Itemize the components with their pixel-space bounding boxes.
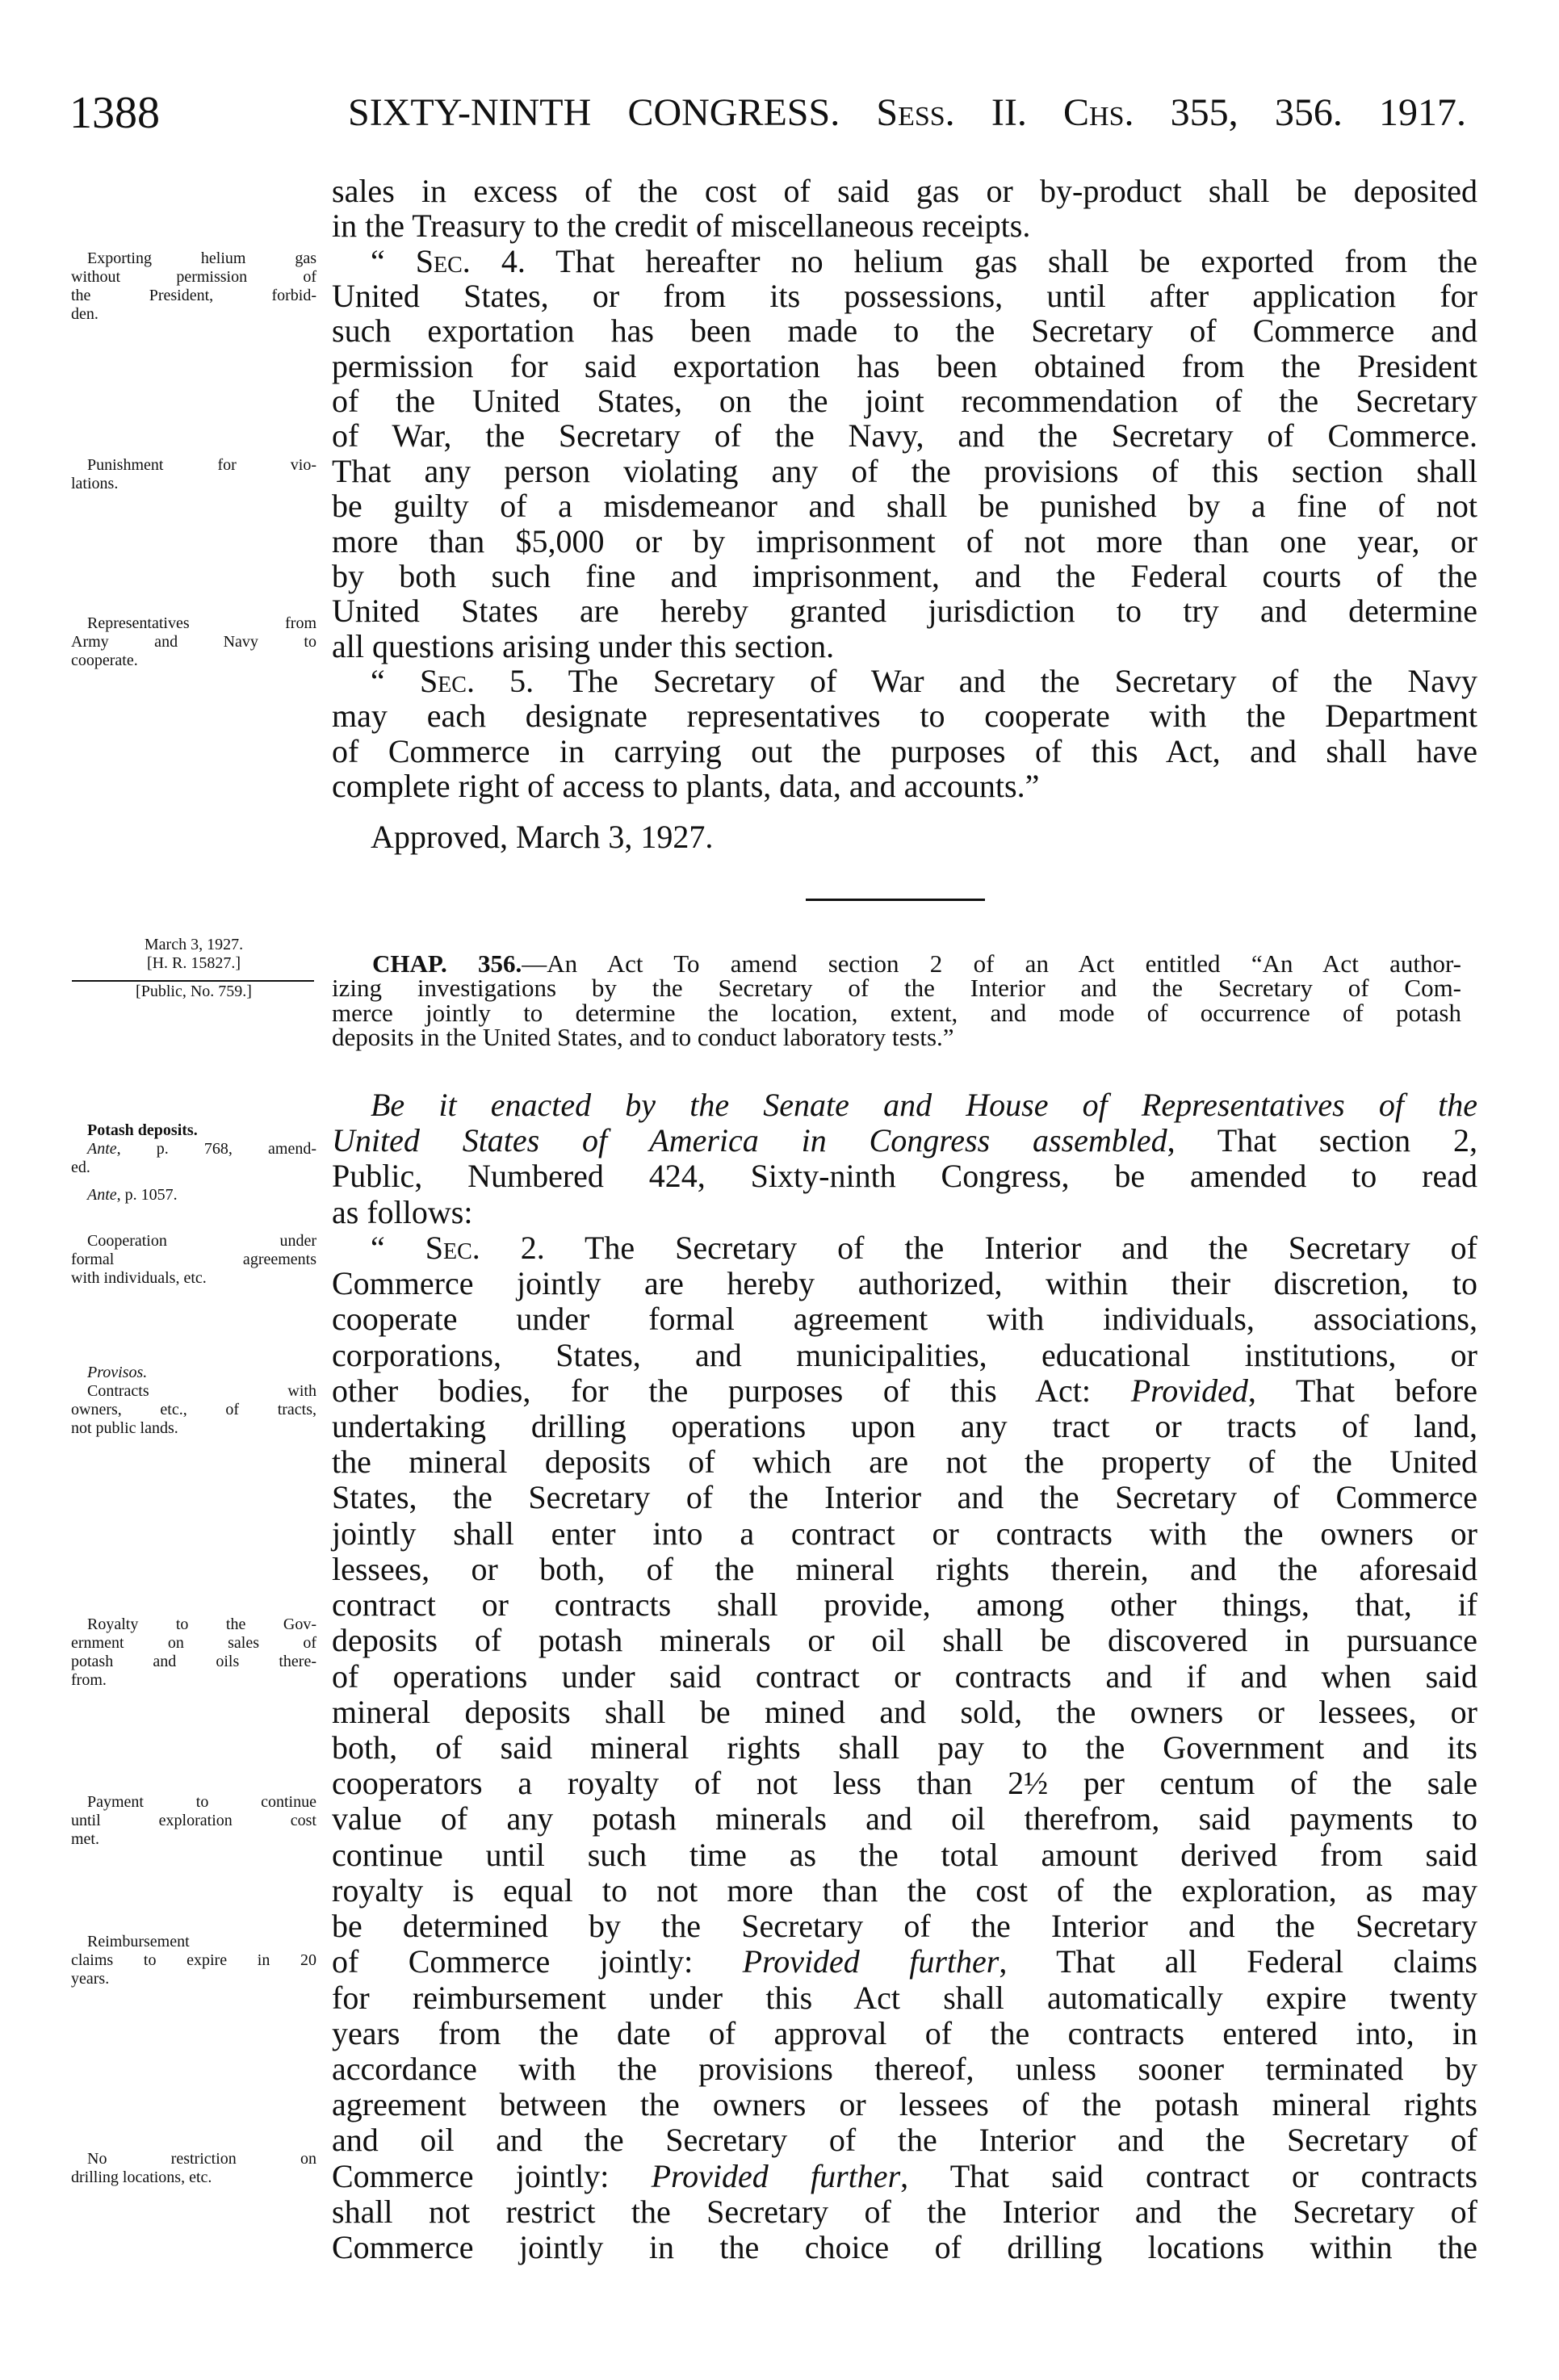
- text-line: [332, 1730, 1477, 1766]
- text-segment: Public, Numbered 424, Sixty-ninth Congress, be amended to read: [332, 1158, 1477, 1194]
- text-segment: , That all Federal claims: [999, 1943, 1477, 1980]
- text-segment: owners, etc., of tracts,: [71, 1401, 316, 1418]
- text-segment: 4. That hereafter no helium gas shall be exported from the: [470, 243, 1477, 279]
- text-segment: lations.: [71, 475, 119, 492]
- text-line: [332, 1409, 1477, 1444]
- margin-note-line: [71, 2168, 316, 2187]
- text-segment: may each designate representatives to cooperate with the Department: [332, 698, 1477, 734]
- italic-text: Be it enacted by the Senate and House of Representatives of the: [371, 1087, 1477, 1123]
- text-segment: shall not restrict the Secretary of the Interior and the Secretary of: [332, 2194, 1477, 2230]
- margin-note-line: [71, 1419, 316, 1438]
- text-line: [332, 418, 1477, 454]
- text-segment: contract or contracts shall provide, among other things, that, if: [332, 1586, 1477, 1623]
- margin-note-line: [71, 1653, 316, 1671]
- margin-note-line: [87, 2150, 316, 2168]
- text-line: [332, 1980, 1477, 2016]
- text-segment: Exporting helium gas: [87, 249, 316, 267]
- margin-note-line: [87, 249, 316, 268]
- text-line: [332, 2194, 1477, 2230]
- text-segment: without permission of: [71, 268, 316, 286]
- text-segment: continue until such time as the total amount derived from said: [332, 1837, 1477, 1873]
- text-segment: “: [371, 663, 420, 699]
- margin-note-line: [71, 1159, 316, 1177]
- text-line: [332, 1695, 1477, 1730]
- text-line: [332, 1023, 1461, 1051]
- text-segment: ed.: [71, 1159, 90, 1176]
- margin-note-line: [71, 1401, 316, 1419]
- text-segment: , That before: [1247, 1372, 1478, 1409]
- small-caps-text: Sec.: [419, 663, 475, 699]
- italic-text: Provided further: [651, 2158, 901, 2194]
- text-line: [332, 1909, 1477, 1944]
- text-segment: more than $5,000 or by imprisonment of not more than one year, or: [332, 523, 1477, 559]
- text-line: [332, 2016, 1477, 2051]
- margin-note-line: [71, 1812, 316, 1830]
- text-line: [332, 1623, 1477, 1658]
- text-segment: March 3, 1927.: [144, 936, 244, 953]
- text-line: [332, 1516, 1477, 1552]
- text-segment: met.: [71, 1830, 99, 1848]
- text-segment: royalty is equal to not more than the cost of the exploration, as may: [332, 1872, 1477, 1909]
- text-segment: den.: [71, 305, 98, 323]
- text-segment: , p. 768, amend-: [116, 1140, 316, 1158]
- margin-note-line: [87, 1933, 316, 1951]
- margin-note-line: [71, 1634, 316, 1653]
- bold-text: CHAP. 356.: [372, 949, 522, 978]
- text-line: [332, 559, 1477, 594]
- text-segment: “: [371, 243, 416, 279]
- margin-note-line: [87, 1121, 316, 1140]
- margin-note-line: [71, 983, 316, 1001]
- text-line: [371, 1230, 1477, 1266]
- text-line: [332, 1659, 1477, 1695]
- text-segment: the mineral deposits of which are not the property of the United: [332, 1444, 1477, 1480]
- small-caps-text: Sec.: [425, 1230, 480, 1266]
- text-segment: Army and Navy to: [71, 633, 316, 651]
- text-line: [332, 1444, 1477, 1480]
- small-caps-text: Sec.: [415, 243, 471, 279]
- margin-note-line: [87, 1186, 316, 1205]
- text-line: [332, 1837, 1477, 1873]
- running-head-title: [348, 90, 1466, 135]
- session-label: Sess. II.: [876, 91, 1027, 134]
- text-line: [332, 349, 1477, 384]
- text-segment: other bodies, for the purposes of this Act:: [332, 1372, 1131, 1409]
- text-segment: and oil and the Secretary of the Interior and the Secretary of: [332, 2122, 1477, 2158]
- chapters-label: Chs. 355, 356.: [1063, 91, 1343, 134]
- text-line: [332, 593, 1477, 629]
- text-segment: Representatives from: [87, 614, 316, 632]
- text-segment: not public lands.: [71, 1419, 178, 1437]
- text-line: [332, 383, 1477, 419]
- text-segment: for reimbursement under this Act shall automatically expire twenty: [332, 1980, 1477, 2016]
- margin-note-line: [87, 1382, 316, 1401]
- page-number: 1388: [69, 88, 160, 138]
- margin-note-line: [71, 305, 316, 324]
- text-line: [332, 1123, 1477, 1159]
- text-segment: years.: [71, 1970, 110, 1988]
- text-segment: —An Act To amend section 2 of an Act entitled “An Act author-: [522, 949, 1461, 978]
- margin-note-line: [71, 936, 316, 954]
- text-line: [332, 698, 1477, 734]
- text-segment: corporations, States, and municipalities, educational institutions, or: [332, 1337, 1477, 1373]
- end-of-chapter-rule: [806, 899, 985, 901]
- text-line: [332, 1159, 1477, 1194]
- text-segment: cooperators a royalty of not less than 2½ per centum of the sale: [332, 1765, 1477, 1801]
- text-segment: both, of said mineral rights shall pay to the Government and its: [332, 1729, 1477, 1766]
- text-segment: That any person violating any of the provisions of this section shall: [332, 453, 1477, 489]
- text-segment: claims to expire in 20: [71, 1951, 316, 1969]
- text-segment: such exportation has been made to the Secretary of Commerce and: [332, 312, 1477, 349]
- text-line: [332, 174, 1477, 209]
- text-segment: Royalty to the Gov-: [87, 1615, 316, 1633]
- text-segment: cooperate under formal agreement with individuals, associations,: [332, 1301, 1477, 1337]
- text-segment: be guilty of a misdemeanor and shall be punished by a fine of not: [332, 488, 1477, 524]
- margin-note-line: [87, 1140, 316, 1159]
- text-segment: permission for said exportation has been obtained from the President: [332, 348, 1477, 384]
- text-line: [332, 2087, 1477, 2122]
- text-line: [332, 1373, 1477, 1409]
- text-line: [332, 2051, 1477, 2087]
- text-line: [332, 769, 1477, 804]
- italic-text: Provisos.: [87, 1364, 148, 1381]
- text-line: [332, 1338, 1477, 1373]
- margin-note-line: [71, 954, 316, 973]
- text-segment: undertaking drilling operations upon any tract or tracts of land,: [332, 1408, 1477, 1444]
- text-segment: deposits in the United States, and to conduct laboratory tests.”: [332, 1023, 954, 1051]
- text-segment: Payment to continue: [87, 1793, 316, 1811]
- text-line: [371, 664, 1477, 699]
- text-line: [332, 313, 1477, 349]
- text-line: [332, 974, 1461, 1002]
- text-segment: in the Treasury to the credit of miscellaneous receipts.: [332, 207, 1031, 244]
- text-line: [371, 244, 1477, 279]
- margin-note-line: [71, 1951, 316, 1970]
- italic-text: United States of America in Congress assembled: [332, 1122, 1167, 1159]
- text-line: [332, 734, 1477, 769]
- text-segment: drilling locations, etc.: [71, 2168, 212, 2186]
- text-line: [332, 1944, 1477, 1980]
- text-line: [332, 2159, 1477, 2194]
- text-segment: Commerce jointly:: [332, 2158, 652, 2194]
- text-line: [332, 208, 1477, 244]
- text-segment: [H. R. 15827.]: [146, 954, 241, 972]
- text-segment: of operations under said contract or contracts and if and when said: [332, 1658, 1477, 1695]
- text-segment: 5. The Secretary of War and the Secretary of the Navy: [474, 663, 1477, 699]
- margin-note-line: [87, 456, 316, 475]
- text-line: [371, 1087, 1477, 1123]
- text-line: [332, 1480, 1477, 1515]
- text-segment: formal agreements: [71, 1251, 316, 1268]
- margin-note-line: [71, 1251, 316, 1269]
- text-segment: of the United States, on the joint recommendation of the Secretary: [332, 383, 1477, 419]
- text-segment: merce jointly to determine the location, extent, and mode of occurrence of potash: [332, 999, 1461, 1027]
- text-segment: No restriction on: [87, 2150, 316, 2168]
- margin-note-line: [87, 1615, 316, 1634]
- text-segment: States, the Secretary of the Interior and the Secretary of Commerce: [332, 1479, 1477, 1515]
- text-line: [332, 1195, 1477, 1230]
- text-segment: izing investigations by the Secretary of the Interior and the Secretary of Com-: [332, 974, 1461, 1002]
- text-line: [332, 1552, 1477, 1587]
- text-segment: cooperate.: [71, 652, 138, 669]
- text-segment: with individuals, etc.: [71, 1269, 207, 1287]
- text-segment: accordance with the provisions thereof, unless sooner terminated by: [332, 2051, 1477, 2087]
- text-segment: Contracts with: [87, 1382, 316, 1400]
- text-segment: of Commerce jointly:: [332, 1943, 743, 1980]
- text-segment: of Commerce in carrying out the purposes of this Act, and shall have: [332, 733, 1477, 769]
- margin-chapter-rule: [72, 980, 314, 982]
- text-line: [332, 1587, 1477, 1623]
- text-line: [332, 1873, 1477, 1909]
- text-line: [332, 2230, 1477, 2265]
- text-segment: mineral deposits shall be mined and sold, the owners or lessees, or: [332, 1694, 1477, 1730]
- text-line: [332, 454, 1477, 489]
- margin-note-line: [71, 268, 316, 287]
- text-line: [332, 1266, 1477, 1301]
- italic-text: Provided further: [742, 1943, 1000, 1980]
- margin-note-line: [87, 1232, 316, 1251]
- text-segment: by both such fine and imprisonment, and the Federal courts of the: [332, 558, 1477, 594]
- text-segment: complete right of access to plants, data, and accounts.”: [332, 768, 1040, 804]
- margin-note-line: [71, 1970, 316, 1988]
- text-segment: as follows:: [332, 1194, 473, 1230]
- text-segment: 2. The Secretary of the Interior and the Secretary of: [480, 1230, 1477, 1266]
- text-segment: until exploration cost: [71, 1812, 316, 1829]
- margin-note-line: [71, 1830, 316, 1849]
- text-segment: Punishment for vio-: [87, 456, 316, 474]
- text-segment: Reimbursement: [87, 1933, 190, 1951]
- congress-name: SIXTY-NINTH CONGRESS.: [348, 91, 840, 134]
- margin-note-line: [71, 1671, 316, 1690]
- text-line: [332, 279, 1477, 314]
- text-segment: [Public, No. 759.]: [136, 983, 252, 1000]
- text-segment: “: [371, 1230, 425, 1266]
- text-segment: , p. 1057.: [116, 1186, 178, 1204]
- text-segment: years from the date of approval of the contracts entered into, in: [332, 2015, 1477, 2051]
- year-label: 1917.: [1379, 91, 1467, 134]
- text-line: [332, 524, 1477, 559]
- text-segment: lessees, or both, of the mineral rights therein, and the aforesaid: [332, 1551, 1477, 1587]
- text-segment: United States are hereby granted jurisdiction to try and determine: [332, 593, 1477, 629]
- text-segment: Cooperation under: [87, 1232, 316, 1250]
- margin-note-line: [87, 614, 316, 633]
- text-segment: be determined by the Secretary of the Interior and the Secretary: [332, 1908, 1477, 1944]
- margin-note-line: [71, 475, 316, 493]
- running-head: [69, 87, 1466, 136]
- text-line: [332, 1766, 1477, 1801]
- margin-note-line: [71, 287, 316, 305]
- bold-text: Potash deposits.: [87, 1121, 198, 1139]
- text-segment: Commerce jointly are hereby authorized, within their discretion, to: [332, 1265, 1477, 1301]
- italic-text: Ante: [87, 1140, 117, 1158]
- text-segment: agreement between the owners or lessees of the potash mineral rights: [332, 2086, 1477, 2122]
- text-segment: sales in excess of the cost of said gas or by-product shall be deposited: [332, 173, 1477, 209]
- italic-text: Provided: [1130, 1372, 1248, 1409]
- text-segment: from.: [71, 1671, 107, 1689]
- text-line: [332, 629, 1477, 664]
- text-line: [332, 488, 1477, 524]
- text-segment: United States, or from its possessions, until after application for: [332, 278, 1477, 314]
- margin-note-line: [87, 1793, 316, 1812]
- text-line: [332, 1301, 1477, 1337]
- text-segment: ernment on sales of: [71, 1634, 316, 1652]
- text-segment: potash and oils there-: [71, 1653, 316, 1670]
- text-line: [332, 1801, 1477, 1837]
- text-segment: jointly shall enter into a contract or contracts with the owners or: [332, 1515, 1477, 1552]
- text-segment: value of any potash minerals and oil therefrom, said payments to: [332, 1800, 1477, 1837]
- margin-note-line: [71, 652, 316, 670]
- margin-note-line: [71, 633, 316, 652]
- text-segment: Approved, March 3, 1927.: [371, 819, 714, 855]
- text-line: [371, 819, 1477, 855]
- text-segment: of War, the Secretary of the Navy, and the Secretary of Commerce.: [332, 417, 1477, 454]
- italic-text: Ante: [87, 1186, 117, 1204]
- text-segment: the President, forbid-: [71, 287, 316, 304]
- margin-note-line: [87, 1364, 316, 1382]
- text-line: [332, 2122, 1477, 2158]
- text-segment: all questions arising under this section.: [332, 628, 835, 664]
- text-segment: deposits of potash minerals or oil shall be discovered in pursuance: [332, 1622, 1477, 1658]
- text-segment: , That section 2,: [1167, 1122, 1477, 1159]
- margin-note-line: [71, 1269, 316, 1288]
- text-segment: Commerce jointly in the choice of drilling locations within the: [332, 2229, 1477, 2265]
- text-segment: , That said contract or contracts: [900, 2158, 1478, 2194]
